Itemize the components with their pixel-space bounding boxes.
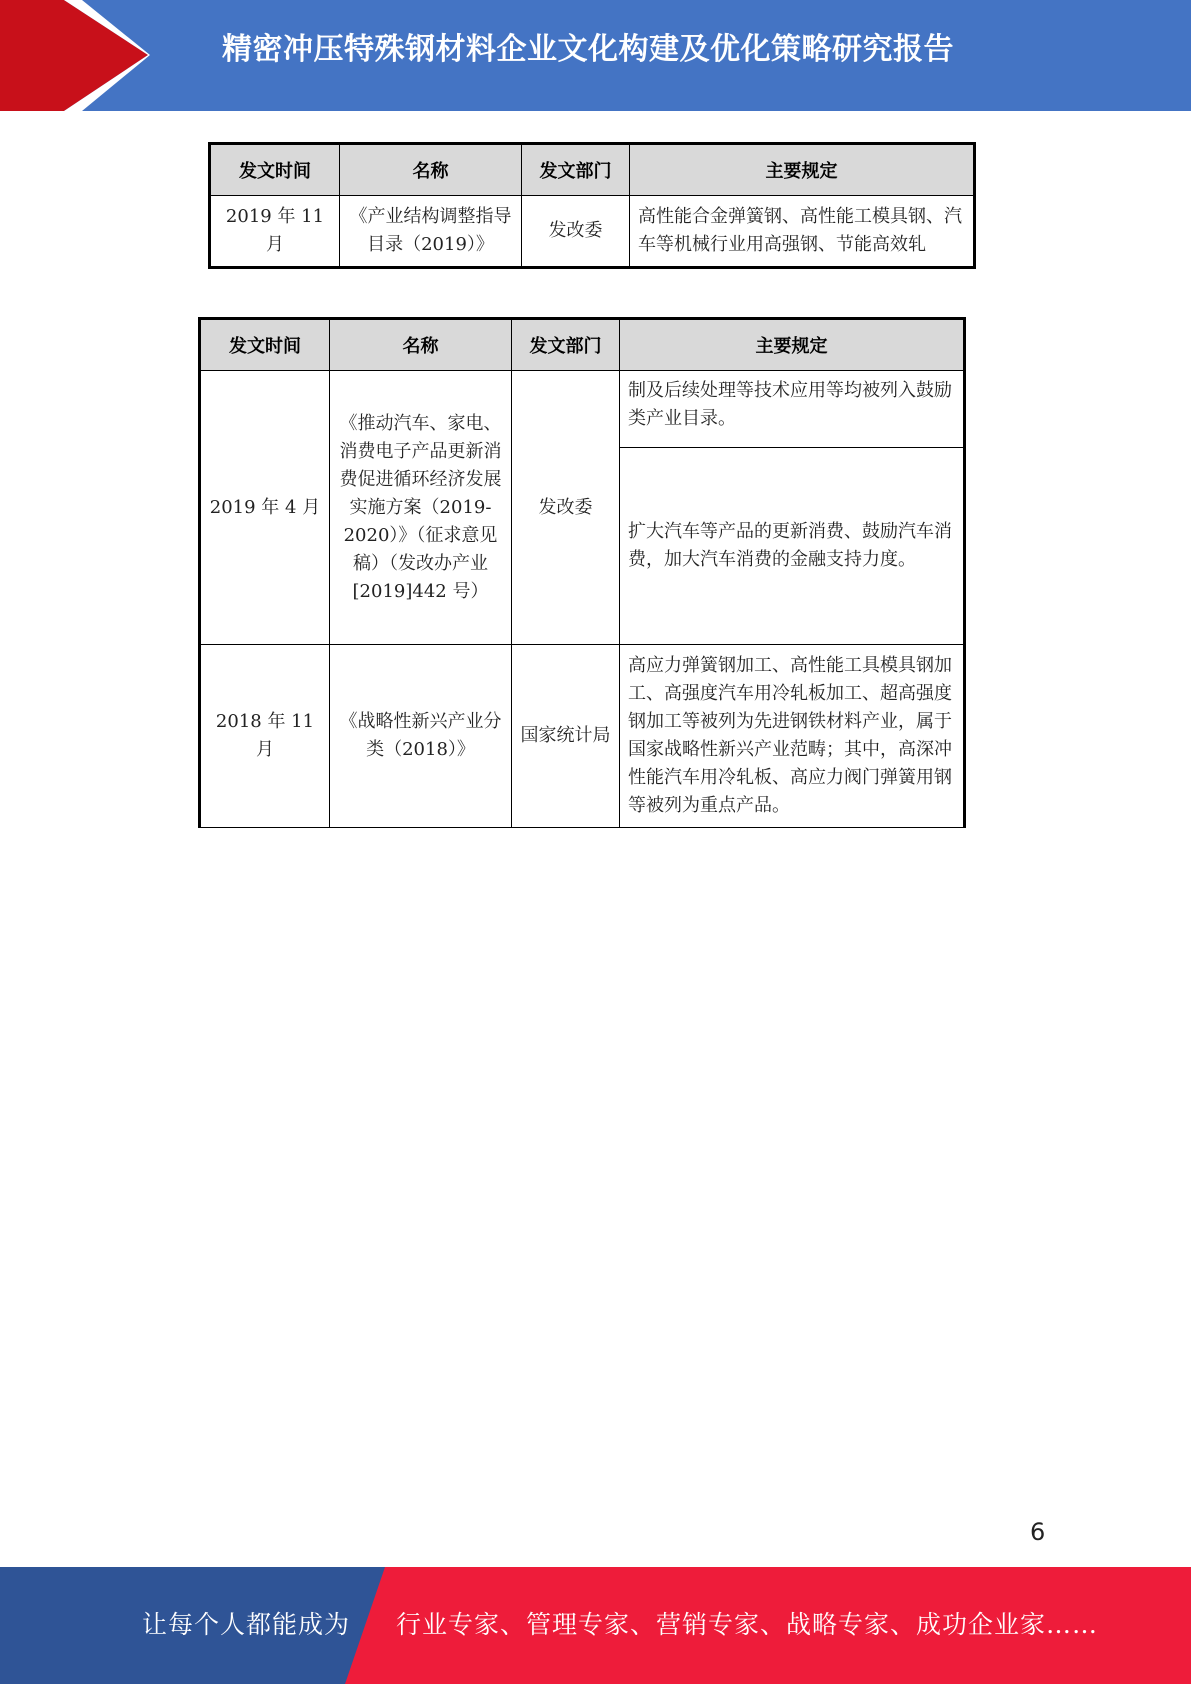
table-header-row — [210, 144, 975, 196]
table-row-continued — [200, 371, 965, 448]
footer-slogan-right: 行业专家、管理专家、营销专家、战略专家、成功企业家…… — [396, 1610, 1099, 1639]
column-header-name: 名称 — [330, 319, 512, 371]
cell-date: 2018 年 11 月 — [200, 645, 330, 828]
cell-rule: 高性能合金弹簧钢、高性能工模具钢、汽车等机械行业用高强钢、节能高效轧 — [630, 196, 975, 268]
column-header-name: 名称 — [340, 144, 522, 196]
cell-rule: 高应力弹簧钢加工、高性能工具模具钢加工、高强度汽车用冷轧板加工、超高强度钢加工等被列为先进钢铁材料产业，属于国家战略性新兴产业范畴；其中，高深冲性能汽车用冷轧板、高应力阀门弹簧用钢等被列为重点产品。 — [620, 645, 965, 828]
cell-rule-continued: 制及后续处理等技术应用等均被列入鼓励类产业目录。 — [620, 371, 965, 448]
table-header-row — [200, 319, 965, 371]
table-row — [210, 196, 975, 268]
page-header — [0, 0, 1191, 111]
column-header-date: 发文时间 — [200, 319, 330, 371]
cell-name: 《战略性新兴产业分类（2018）》 — [330, 645, 512, 828]
cell-date: 2019 年 4 月 — [200, 371, 330, 645]
policy-table-1 — [208, 142, 976, 269]
column-header-dept: 发文部门 — [512, 319, 620, 371]
cell-dept: 发改委 — [512, 371, 620, 645]
cell-dept: 发改委 — [522, 196, 630, 268]
column-header-rule: 主要规定 — [630, 144, 975, 196]
report-title: 精密冲压特殊钢材料企业文化构建及优化策略研究报告 — [222, 32, 954, 67]
cell-dept: 国家统计局 — [512, 645, 620, 828]
page-footer — [0, 1567, 1191, 1684]
page-number: 6 — [1030, 1518, 1046, 1546]
column-header-date: 发文时间 — [210, 144, 340, 196]
cell-name: 《推动汽车、家电、消费电子产品更新消费促进循环经济发展实施方案（2019-2020）》（征求意见稿）（发改办产业[2019]442 号） — [330, 371, 512, 645]
cell-date: 2019 年 11 月 — [210, 196, 340, 268]
footer-slogan-left: 让每个人都能成为 — [142, 1610, 351, 1639]
cell-rule: 扩大汽车等产品的更新消费、鼓励汽车消费，加大汽车消费的金融支持力度。 — [620, 448, 965, 645]
column-header-dept: 发文部门 — [522, 144, 630, 196]
cell-name: 《产业结构调整指导目录（2019）》 — [340, 196, 522, 268]
policy-table-2 — [198, 317, 966, 828]
table-row — [200, 645, 965, 828]
column-header-rule: 主要规定 — [620, 319, 965, 371]
